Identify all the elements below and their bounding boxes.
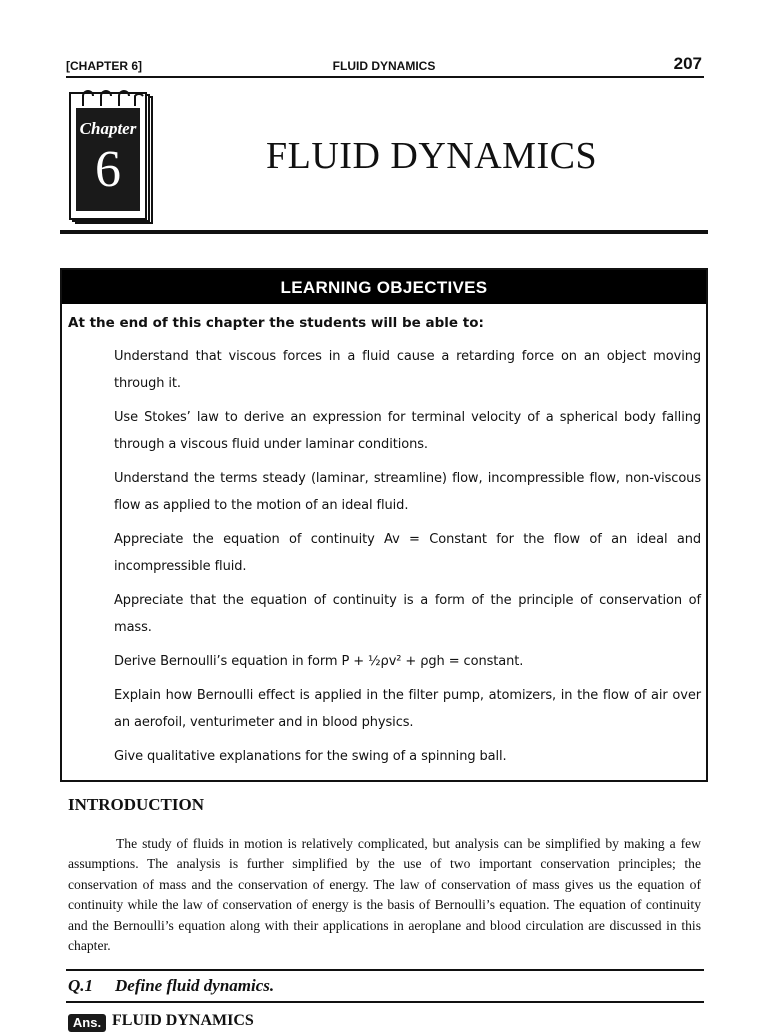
introduction-heading: INTRODUCTION — [68, 795, 205, 814]
page-number: 207 — [673, 54, 702, 73]
question-heading — [68, 976, 274, 996]
objective-item: Derive Bernoulli’s equation in form P + ½ρv² + ρgh = constant. — [114, 654, 524, 669]
question-number: Q.1 — [68, 976, 94, 995]
objective-item: Understand that viscous forces in a fluid cause a retarding force on an object moving through it. — [114, 349, 701, 391]
header-rule — [66, 76, 704, 78]
chapter-badge — [69, 88, 153, 224]
objective-item: Give qualitative explanations for the swing of a spinning ball. — [114, 749, 507, 764]
title-rule — [60, 230, 708, 234]
introduction-paragraph: The study of fluids in motion is relatively complicated, but analysis can be simplified by making a few assumptions. The analysis is further simplified by the use of two important conservation principles; the conservation of mass and the conservation of energy. The law of conservation of mass gives us the equation of continuity while the law of conservation of energy is the basis of Bernoulli’s equation. The equation of continuity and the Bernoulli’s equation along with their applications in aeroplane and blood circulation are discussed in this chapter. — [68, 836, 701, 954]
learning-objectives-box — [60, 268, 708, 782]
badge-panel — [76, 108, 140, 211]
binder-rings-icon — [77, 88, 147, 108]
question-text: Define fluid dynamics. — [115, 976, 275, 995]
objective-item: Appreciate that the equation of continuity is a form of the principle of conservation of mass. — [114, 593, 701, 635]
answer-badge: Ans. — [68, 1014, 106, 1032]
objective-item: Appreciate the equation of continuity Av = Constant for the flow of an ideal and incompressible fluid. — [114, 532, 701, 574]
question-rule-bottom — [66, 1001, 704, 1003]
badge-word: Chapter — [79, 119, 137, 138]
header-title: FLUID DYNAMICS — [332, 59, 436, 73]
learning-objectives-intro: At the end of this chapter the students will be able to: — [68, 315, 484, 331]
running-header — [66, 54, 702, 77]
objective-item: Understand the terms steady (laminar, streamline) flow, incompressible flow, non-viscous flow as applied to the motion of an ideal fluid. — [114, 471, 701, 513]
objective-item: Use Stokes’ law to derive an expression for terminal velocity of a spherical body falling through a viscous fluid under laminar conditions. — [114, 410, 701, 452]
learning-objectives-title: LEARNING OBJECTIVES — [280, 278, 488, 297]
question-rule-top — [66, 969, 704, 971]
objectives-list — [114, 343, 701, 777]
answer-heading: FLUID DYNAMICS — [112, 1012, 254, 1029]
learning-objectives-banner — [62, 270, 706, 304]
badge-number: 6 — [95, 141, 121, 198]
header-chapter-label: [CHAPTER 6] — [66, 59, 143, 73]
objective-item: Explain how Bernoulli effect is applied in the filter pump, atomizers, in the flow of air over an aerofoil, venturimeter and in blood physics. — [114, 688, 701, 730]
chapter-title: FLUID DYNAMICS — [266, 135, 598, 177]
